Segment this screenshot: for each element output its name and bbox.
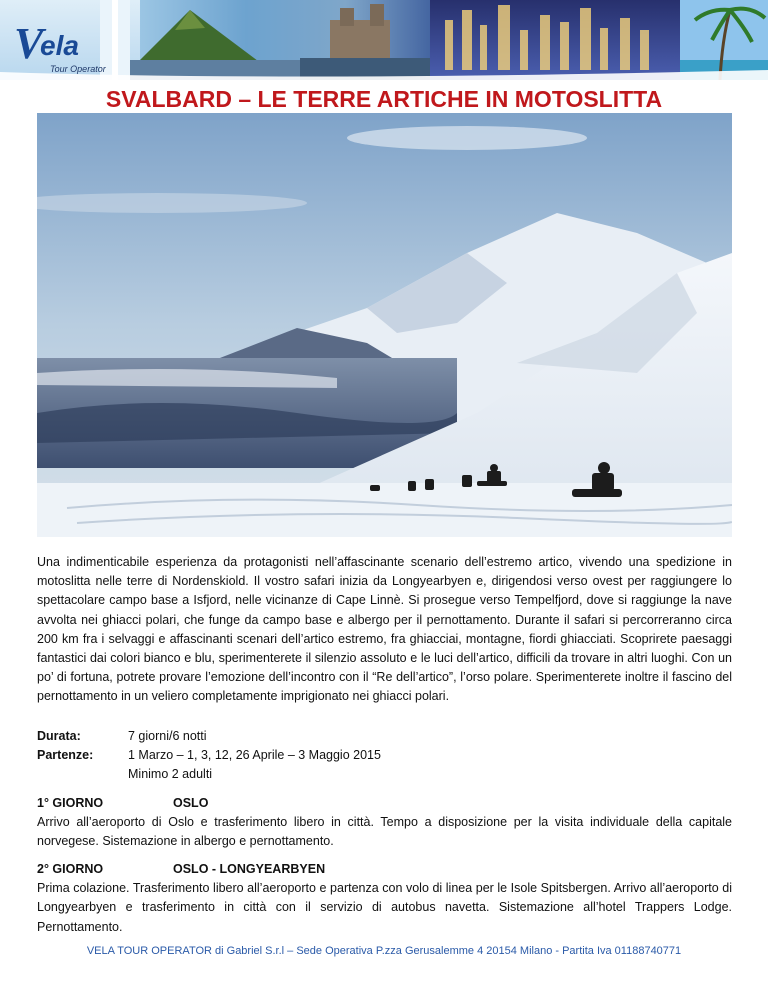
partenze-note: Minimo 2 adulti: [128, 767, 213, 782]
itinerary-day-1: [37, 794, 732, 852]
page-footer: VELA TOUR OPERATOR di Gabriel S.r.l – Sede Operativa P.zza Gerusalemme 4 20154 Milano - Partita Iva 01188740771: [86, 945, 682, 957]
logo-tagline: Tour Operator: [50, 64, 106, 74]
fact-label-spacer: [37, 765, 128, 784]
arctic-snowmobile-photo: [37, 113, 732, 537]
day-place: OSLO: [173, 796, 209, 810]
day-description: Prima colazione. Trasferimento libero all’aeroporto e partenza con volo di linea per le Isole Spitsbergen. Arrivo all’aeroporto di Longyearbyen e trasferimento in città con il servizio di autobus navetta. Sistemazione all’hotel Trappers Lodge. Pernottamento.: [37, 881, 732, 934]
header-banner: [0, 0, 768, 80]
itinerary-day-2: [37, 860, 732, 937]
day-heading: [37, 860, 732, 879]
logo-letter: V: [14, 19, 44, 68]
trip-facts: [37, 727, 732, 785]
day-place: OSLO - LONGYEARBYEN: [173, 862, 326, 876]
durata-value: 7 giorni/6 notti: [128, 729, 207, 743]
durata-label: Durata:: [37, 729, 81, 743]
fact-row-partenze: [37, 746, 732, 765]
hero-photo: [37, 113, 732, 537]
logo-name: ela: [40, 30, 79, 61]
day-heading: [37, 794, 732, 813]
fact-row-minimo: [37, 765, 732, 784]
day-number: 2° GIORNO: [37, 862, 104, 876]
intro-paragraph: Una indimenticabile esperienza da protagonisti nell’affascinante scenario dell’estremo artico, vivendo una spedizione in motoslitta nelle terre di Nordenskiold. Il vostro safari inizia da Longyearbyen e, dirigendosi verso ovest per raggiungere lo spettacolare campo base a Isfjord, nelle vicinanze di Cape Linnè. Si prosegue verso Tempelfjord, dove si raggiunge la nave avvolta nei ghiacci polari, che funge da campo base e albergo per il pernottamento. Durante il safari si percorreranno circa 200 km fra i selvaggi e affascinanti scenari dell’artico estremo, fra ghiacciai, montagne, fiordi ghiacciati. Scoprirete paesaggi fantastici dai colori bianco e blu, sperimenterete il silenzio assoluto e le luci dell’artico, difficili da trovare in altri luoghi. Con un po’ di fortuna, potrete provare l’emozione dell’incontro con il “Re dell’artico”, l’orso polare. Sperimenterete inoltre il fascino del pernottamento in un veliero completamente imprigionato nei ghiacci polari.: [37, 555, 732, 704]
page-title: SVALBARD – LE TERRE ARTICHE IN MOTOSLITTA: [105, 86, 663, 112]
partenze-label: Partenze:: [37, 748, 94, 763]
banner-collage-image: [0, 0, 768, 80]
partenze-value: 1 Marzo – 1, 3, 12, 26 Aprile – 3 Maggio 2015: [128, 748, 381, 763]
day-number: 1° GIORNO: [37, 796, 104, 810]
day-description: Arrivo all’aeroporto di Oslo e trasferimento libero in città. Tempo a disposizione per la visita individuale della capitale norvegese. Sistemazione in albergo e pernottamento.: [37, 815, 732, 849]
fact-row-durata: [37, 727, 732, 746]
